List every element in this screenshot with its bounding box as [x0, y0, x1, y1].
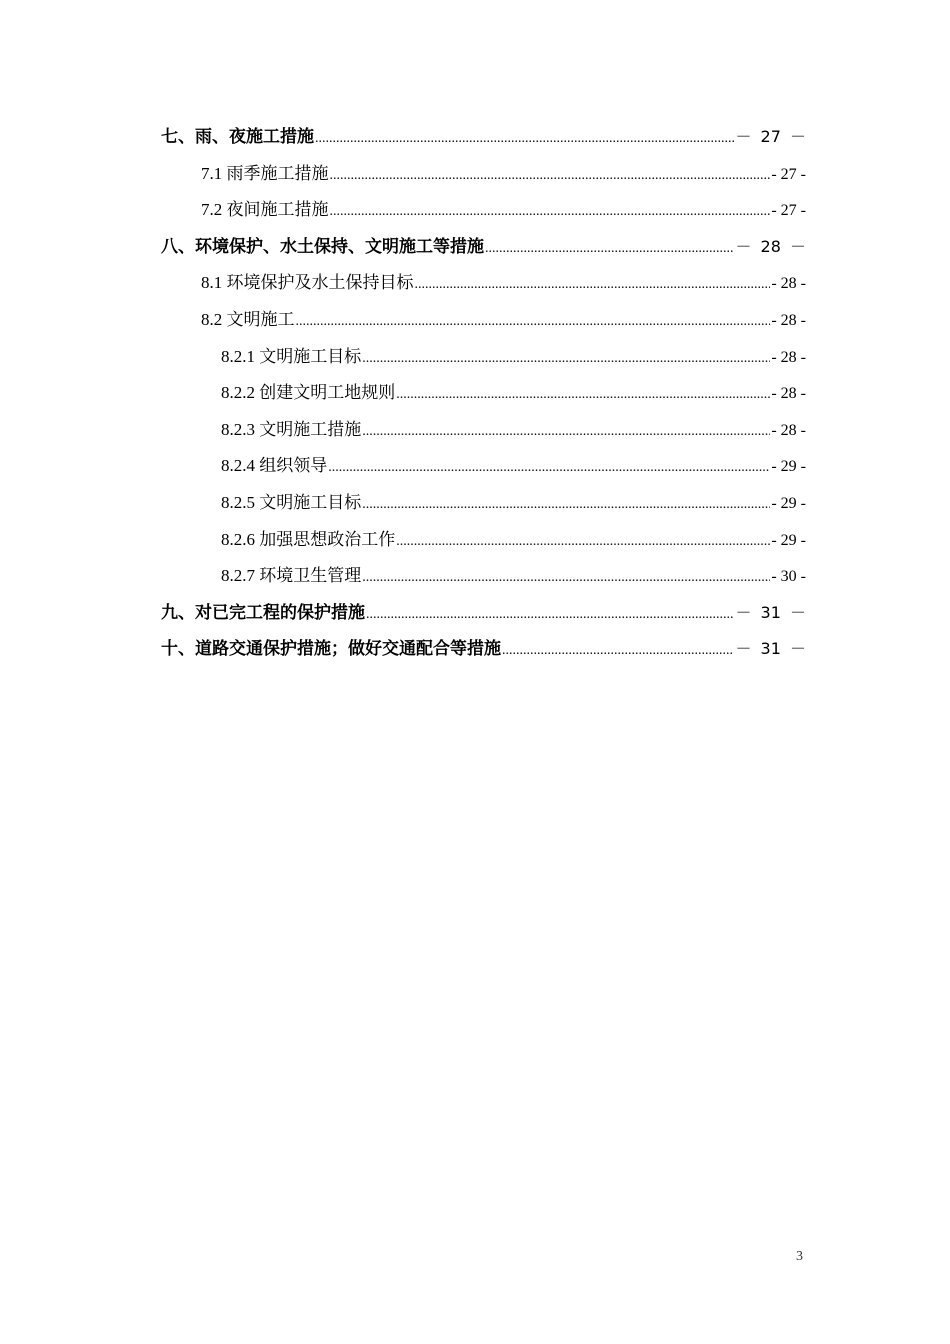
toc-entry-level-1[interactable] — [0, 229, 806, 266]
toc-entry-page: - 29 - — [771, 531, 806, 549]
toc-entry-title: 7.2 夜间施工措施 — [201, 200, 329, 220]
toc-entry-page: - 30 - — [771, 568, 806, 586]
toc-entry-title: 8.1 环境保护及水土保持目标 — [201, 273, 414, 293]
table-of-contents — [0, 119, 950, 668]
toc-entry-page: - 28 - — [771, 421, 806, 439]
toc-entry-page: - 29 - — [771, 494, 806, 512]
toc-entry-title: 8.2.1 文明施工目标 — [221, 346, 362, 366]
toc-entry-title: 八、环境保护、水土保持、文明施工等措施 — [161, 236, 484, 257]
toc-entry-title: 十、道路交通保护措施；做好交通配合等措施 — [161, 639, 501, 660]
toc-leader-dots — [296, 304, 771, 341]
toc-entry-level-1[interactable] — [0, 119, 806, 156]
toc-leader-dots — [396, 524, 770, 561]
toc-entry-page: - 28 - — [771, 275, 806, 293]
toc-entry-level-2[interactable] — [0, 265, 806, 302]
toc-entry-title: 8.2.5 文明施工目标 — [221, 492, 362, 512]
toc-leader-dots — [362, 487, 770, 524]
toc-entry-level-3[interactable] — [0, 485, 806, 522]
toc-entry-page: － 27 － — [735, 127, 806, 146]
toc-entry-title: 8.2.6 加强思想政治工作 — [221, 529, 396, 549]
toc-entry-level-2[interactable] — [0, 302, 806, 339]
toc-entry-title: 8.2.2 创建文明工地规则 — [221, 383, 396, 403]
toc-entry-level-2[interactable] — [0, 156, 806, 193]
toc-entry-level-3[interactable] — [0, 375, 806, 412]
toc-entry-title: 8.2 文明施工 — [201, 309, 295, 329]
toc-entry-level-3[interactable] — [0, 522, 806, 559]
toc-leader-dots — [362, 414, 770, 451]
toc-entry-title: 8.2.3 文明施工措施 — [221, 419, 362, 439]
toc-leader-dots — [415, 267, 771, 304]
toc-entry-title: 8.2.4 组织领导 — [221, 456, 328, 476]
toc-entry-title: 七、雨、夜施工措施 — [161, 127, 314, 147]
toc-leader-dots — [502, 633, 734, 670]
page-number: 3 — [796, 1249, 803, 1264]
toc-leader-dots — [330, 158, 771, 195]
toc-entry-page: － 28 － — [735, 236, 806, 256]
toc-leader-dots — [362, 560, 770, 597]
toc-entry-title: 8.2.7 环境卫生管理 — [221, 566, 362, 586]
toc-leader-dots — [396, 377, 770, 414]
toc-entry-level-3[interactable] — [0, 412, 806, 449]
toc-leader-dots — [328, 450, 770, 487]
toc-entry-title: 九、对已完工程的保护措施 — [161, 602, 365, 623]
toc-entry-page: － 31 － — [735, 639, 806, 659]
toc-entry-level-1[interactable] — [0, 595, 806, 632]
toc-entry-page: - 29 - — [771, 458, 806, 476]
toc-entry-level-3[interactable] — [0, 558, 806, 595]
toc-leader-dots — [315, 121, 734, 158]
toc-entry-page: - 27 - — [771, 202, 806, 220]
toc-entry-level-3[interactable] — [0, 448, 806, 485]
toc-entry-level-3[interactable] — [0, 339, 806, 376]
toc-entry-page: - 28 - — [771, 348, 806, 366]
toc-entry-page: - 28 - — [771, 385, 806, 403]
toc-entry-level-2[interactable] — [0, 192, 806, 229]
toc-leader-dots — [485, 231, 734, 268]
toc-leader-dots — [362, 341, 770, 378]
toc-entry-page: － 31 － — [735, 602, 806, 622]
toc-leader-dots — [366, 597, 734, 634]
toc-leader-dots — [330, 194, 771, 231]
toc-entry-page: - 28 - — [771, 311, 806, 329]
toc-entry-page: - 27 - — [771, 165, 806, 183]
toc-entry-level-1[interactable] — [0, 631, 806, 668]
toc-entry-title: 7.1 雨季施工措施 — [201, 163, 329, 183]
